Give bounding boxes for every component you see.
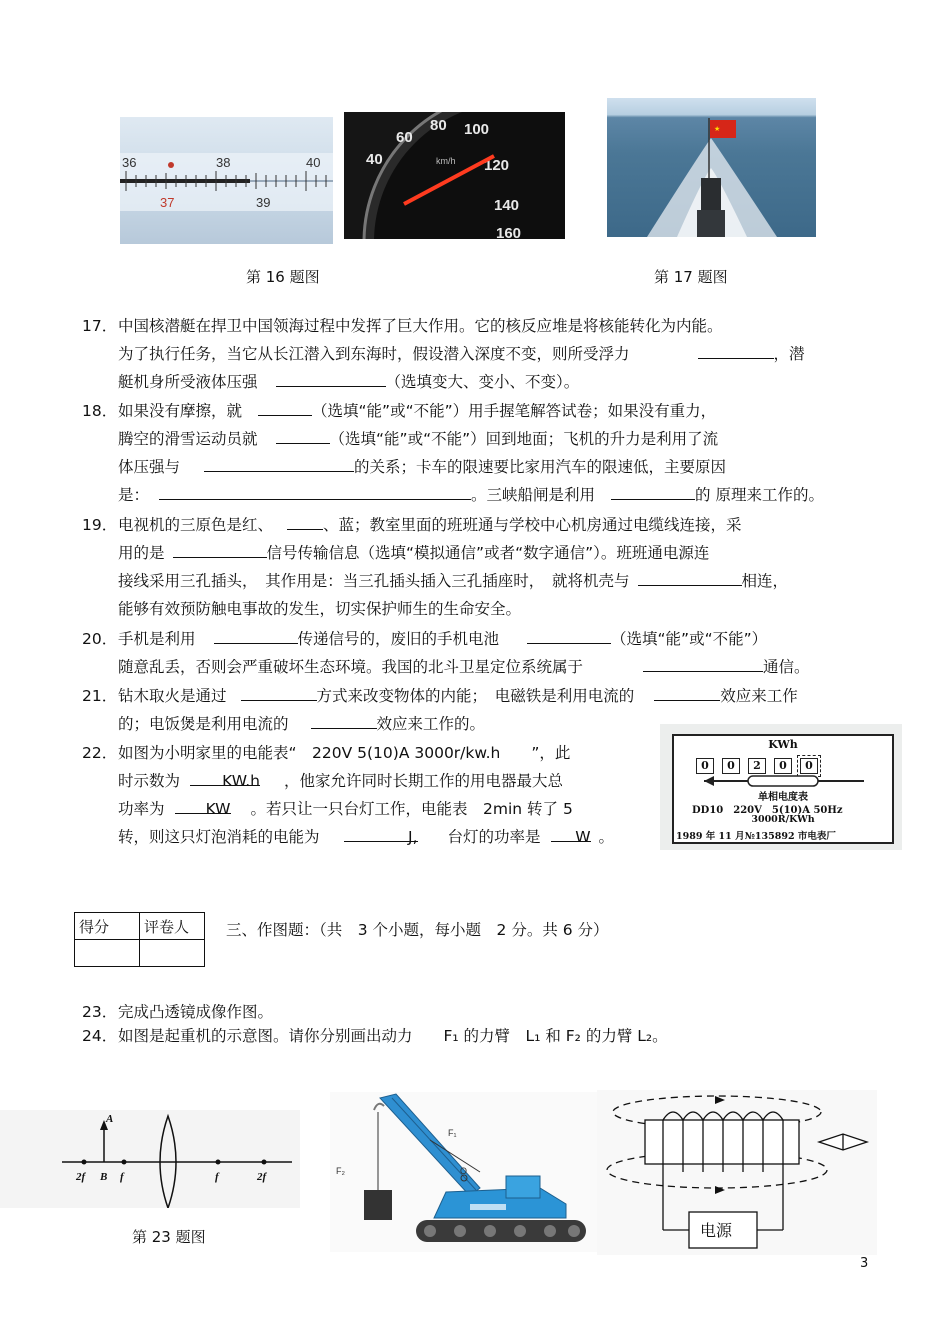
energy-meter-panel — [672, 734, 894, 844]
thermo-mark-38: 38 — [216, 155, 231, 170]
q22-blank-power[interactable]: KW — [175, 795, 231, 814]
speed-unit: km/h — [436, 156, 456, 166]
meter-name: 单相电度表 — [758, 792, 808, 803]
score-table — [74, 912, 205, 967]
q17-number: 17． — [82, 317, 118, 335]
thermo-mark-39: 39 — [256, 195, 271, 210]
crane-drawing — [330, 1092, 598, 1252]
lens-diagram — [0, 1110, 300, 1208]
q19-blank-color[interactable] — [287, 511, 323, 530]
lens-label-2f-left: 2f — [76, 1171, 86, 1183]
q18-blank-lock-principle[interactable] — [611, 481, 695, 500]
section3-title: 三、作图题：（共 3 个小题，每小题 2 分。共 6 分） — [226, 921, 609, 939]
q22-line1: 如图为小明家里的电能表“ 220V 5(10)A 3000r/kw.h ”，此 — [118, 744, 571, 762]
q18-line4-text: 是： — [118, 486, 150, 504]
score-label: 得分 — [75, 913, 140, 940]
q19-line2-end: 信号传输信息（选填“模拟通信”或者“数字通信”）。班班通电源连 — [266, 544, 710, 562]
q20-line1-text: 手机是利用 — [118, 630, 196, 648]
q19-line3-end: 相连， — [741, 572, 789, 590]
crane-load — [364, 1190, 392, 1220]
q22-line3-text: 功率为 — [118, 800, 165, 818]
q21-number: 21． — [82, 687, 118, 705]
q17-line1: 中国核潜艇在捍卫中国领海过程中发挥了巨大作用。它的核反应堆是将核能转化为内能。 — [118, 317, 723, 335]
caption-fig23: 第 23 题图 — [132, 1228, 206, 1246]
q24-number: 24． — [82, 1027, 118, 1045]
meter-footer: 1989 年 11 月№135892 市电表厂 — [676, 831, 836, 842]
q18-blank-gravity[interactable] — [276, 425, 330, 444]
meter-digit: 0 — [696, 758, 714, 774]
q18-line4-mid: 。三峡船闸是利用 — [471, 486, 596, 504]
q19-line4: 能够有效预防触电事故的发生，切实保护师生的生命安全。 — [118, 600, 522, 618]
thermometer-photo — [120, 117, 333, 244]
q21-line2-end: 效应来工作的。 — [376, 715, 486, 733]
q17-line3-end: （选填变大、变小、不变）。 — [385, 373, 580, 391]
q20-blank-wave[interactable] — [214, 625, 298, 644]
question-18 — [82, 397, 882, 509]
q22-line4-end: 。 — [598, 828, 615, 846]
q22-line2-text: 时示数为 — [118, 772, 181, 790]
question-19 — [82, 511, 882, 623]
q18-line1-text: 如果没有摩擦，就 — [118, 402, 243, 420]
speedometer-dial — [344, 112, 565, 239]
q21-blank-effect1[interactable] — [654, 682, 720, 701]
q21-blank-effect2[interactable] — [311, 710, 377, 729]
lens-label-A: A — [106, 1113, 114, 1125]
meter-unit: KWh — [768, 738, 798, 751]
page-number: 3 — [860, 1256, 869, 1271]
q21-blank-method[interactable] — [241, 682, 317, 701]
crane-diagram — [330, 1092, 598, 1252]
crane-label-f1: F₁ — [448, 1128, 457, 1138]
q18-line1-end: （选填“能”或“不能”）用手握笔解答试卷；如果没有重力， — [312, 402, 717, 420]
speed-mark-80: 80 — [430, 117, 447, 134]
lens-label-B: B — [100, 1171, 108, 1183]
q24-text: 如图是起重机的示意图。请你分别画出动力 F₁ 的力臂 L₁ 和 F₂ 的力臂 L₂。 — [118, 1027, 668, 1045]
submarine-scene — [607, 98, 816, 237]
q18-line4-end: 的 原理来工作的。 — [695, 486, 824, 504]
caption-fig16: 第 16 题图 — [246, 268, 320, 286]
q18-blank-friction[interactable] — [258, 397, 312, 416]
meter-spec1: DD10 220V 5(10)A 50Hz — [692, 805, 843, 816]
q18-line2-end: （选填“能”或“不能”）回到地面；飞机的升力是利用了流 — [329, 430, 719, 448]
speed-mark-140: 140 — [494, 197, 520, 214]
q22-blank-reading[interactable]: KW.h — [190, 767, 260, 786]
meter-rotor-icon — [704, 774, 864, 788]
question-17 — [82, 312, 882, 396]
question-24 — [82, 1022, 882, 1050]
q21-line1-text: 钻木取火是通过 — [118, 687, 227, 705]
q21-line1-mid: 方式来改变物体的内能； 电磁铁是利用电流的 — [316, 687, 635, 705]
thermometer-scale — [120, 117, 333, 244]
speed-mark-100: 100 — [464, 121, 490, 138]
q17-line2-end: ，潜 — [773, 345, 805, 363]
grader-label: 评卷人 — [140, 913, 205, 940]
q22-blank-lamp-power[interactable]: W — [551, 823, 591, 842]
crane-label-o: O — [460, 1166, 468, 1176]
q19-blank-ground[interactable] — [638, 567, 742, 586]
caption-fig17: 第 17 题图 — [654, 268, 728, 286]
q18-line3-text: 体压强与 — [118, 458, 181, 476]
q22-number: 22． — [82, 744, 118, 762]
meter-digit: 0 — [774, 758, 792, 774]
q20-blank-battery[interactable] — [527, 625, 611, 644]
q20-line2-text: 随意乱丢，否则会严重破坏生态环境。我国的北斗卫星定位系统属于 — [118, 658, 584, 676]
q22-line3-end: 。若只让一只台灯工作，电能表 2min 转了 5 — [250, 800, 573, 818]
q21-line1-end: 效应来工作 — [720, 687, 798, 705]
submarine-photo — [607, 98, 816, 237]
grader-cell[interactable] — [140, 940, 205, 967]
q23-text: 完成凸透镜成像作图。 — [118, 1003, 274, 1021]
q18-line3-end: 的关系；卡车的限速要比家用汽车的限速低，主要原因 — [354, 458, 727, 476]
q20-line2-end: 通信。 — [763, 658, 810, 676]
question-22 — [82, 739, 662, 851]
q20-line1-end: （选填“能”或“不能”） — [611, 630, 768, 648]
q18-number: 18． — [82, 402, 118, 420]
meter-digit: 2 — [748, 758, 766, 774]
q19-line1-text: 电视机的三原色是红、 — [118, 516, 274, 534]
q19-blank-signal[interactable] — [173, 539, 267, 558]
meter-digits — [696, 754, 818, 774]
q17-line2-text: 为了执行任务，当它从长江潜入到东海时，假设潜入深度不变，则所受浮力 — [118, 345, 630, 363]
lens-label-f-right: f — [215, 1171, 219, 1183]
q20-line1-mid: 传递信号的，废旧的手机电池 — [297, 630, 500, 648]
q19-line1-end: 、蓝；教室里面的班班通与学校中心机房通过电缆线连接，采 — [323, 516, 742, 534]
q19-number: 19． — [82, 516, 118, 534]
score-cell[interactable] — [75, 940, 140, 967]
solenoid-diagram — [597, 1090, 877, 1255]
lens-label-f-left: f — [120, 1171, 124, 1183]
lens-drawing — [0, 1110, 300, 1208]
q17-line3-text: 艇机身所受液体压强 — [118, 373, 258, 391]
q19-line2-text: 用的是 — [118, 544, 165, 562]
q22-line4-text: 转，则这只灯泡消耗的电能为 — [118, 828, 320, 846]
thermo-mark-40: 40 — [306, 155, 321, 170]
q18-blank-reason[interactable] — [159, 481, 471, 500]
speed-mark-160: 160 — [496, 225, 522, 239]
q22-line4-mid: 台灯的功率是 — [447, 828, 541, 846]
energy-meter-figure — [660, 724, 902, 850]
q20-number: 20． — [82, 630, 118, 648]
q20-blank-comm[interactable] — [643, 653, 763, 672]
speed-mark-60: 60 — [396, 129, 413, 146]
thermo-mark-37: 37 — [160, 195, 175, 210]
crane-label-f2: F₂ — [336, 1166, 345, 1176]
meter-spec2: 3000R/KWh — [751, 814, 815, 825]
meter-digit-decimal: 0 — [800, 758, 818, 774]
svg-text:★: ★ — [714, 125, 721, 133]
q18-line2-text: 腾空的滑雪运动员就 — [118, 430, 258, 448]
solenoid-drawing — [597, 1090, 877, 1255]
meter-digit: 0 — [722, 758, 740, 774]
q18-blank-flow-speed[interactable] — [204, 453, 354, 472]
thermo-mark-36: 36 — [122, 155, 137, 170]
speedometer-photo — [344, 112, 565, 239]
q23-number: 23． — [82, 1003, 118, 1021]
q22-line2-end: ，他家允许同时长期工作的用电器最大总 — [284, 772, 564, 790]
lens-label-2f-right: 2f — [257, 1171, 267, 1183]
speed-mark-120: 120 — [484, 157, 510, 174]
q17-blank-buoyancy[interactable] — [698, 340, 774, 359]
speed-mark-40: 40 — [366, 151, 383, 168]
q21-line2-text: 的；电饭煲是利用电流的 — [118, 715, 289, 733]
question-20 — [82, 625, 882, 681]
q19-line3-text: 接线采用三孔插头， 其作用是：当三孔插头插入三孔插座时， 就将机壳与 — [118, 572, 630, 590]
q17-blank-pressure[interactable] — [276, 368, 386, 387]
q22-blank-energy[interactable]: J, — [344, 823, 418, 842]
power-source-label: 电源 — [700, 1221, 733, 1240]
